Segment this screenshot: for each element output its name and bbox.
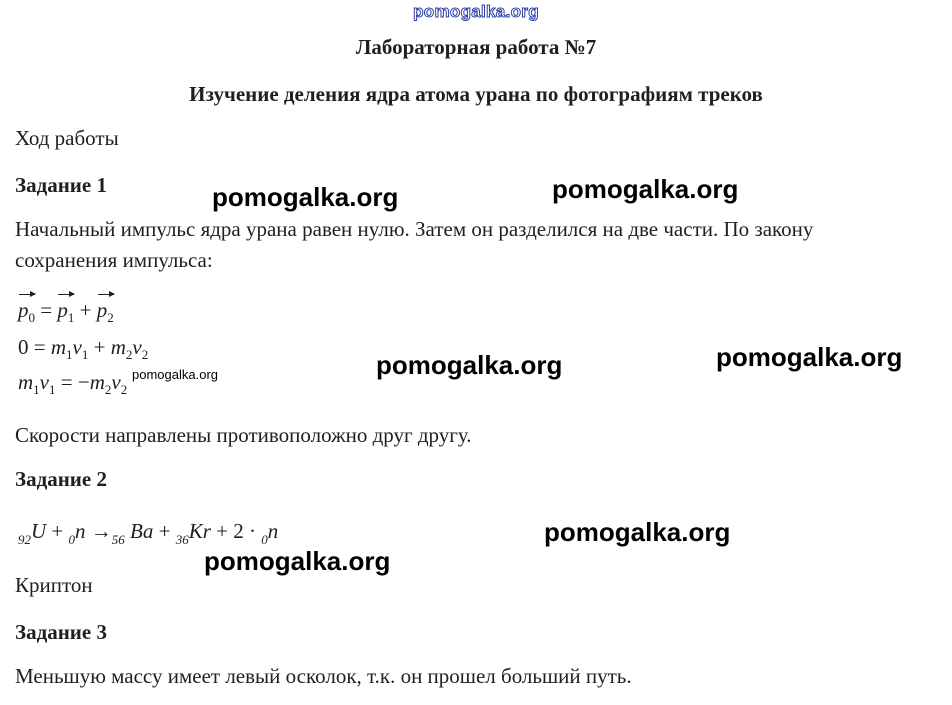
task2-answer: Криптон <box>15 573 93 597</box>
watermark: pomogalka.org <box>132 367 218 382</box>
task1-line1: Начальный импульс ядра урана равен нулю. Затем он разделился на две части. По закону <box>15 217 814 241</box>
watermark: pomogalka.org <box>212 182 399 212</box>
task3-answer: Меньшую массу имеет левый осколок, т.к. он прошел больший путь. <box>15 664 632 688</box>
task1-heading: Задание 1 <box>15 173 107 197</box>
watermark: pomogalka.org <box>552 174 739 204</box>
intro-text: Ход работы <box>15 126 119 150</box>
page-title: Лабораторная работа №7 <box>355 35 597 59</box>
site-logo[interactable]: pomogalka.org <box>413 2 539 21</box>
page-subtitle: Изучение деления ядра атома урана по фотографиям треков <box>189 82 763 106</box>
task3-heading: Задание 3 <box>15 620 107 644</box>
formula-momentum-vectors: $p_0 = p_1 + p_2$ <box>18 298 114 325</box>
task1-line2: сохранения импульса: <box>15 248 213 272</box>
watermark: pomogalka.org <box>716 342 903 372</box>
watermark: pomogalka.org <box>376 350 563 380</box>
formula-momentum-equal: $m_1v_1 = -m_2v_2$ <box>18 370 128 397</box>
watermark: pomogalka.org <box>204 546 391 576</box>
formula-momentum-sum: $0 = m_1v_1 + m_2v_2$ <box>18 335 149 362</box>
task1-conclusion: Скорости направлены противоположно друг другу. <box>15 423 472 447</box>
task2-heading: Задание 2 <box>15 467 107 491</box>
formula-nuclear-reaction: $_{92}U + _0n \to_{56}$ Ba + $_{36}$Kr + 2 · $_0$n <box>18 519 279 547</box>
watermark: pomogalka.org <box>544 517 731 547</box>
